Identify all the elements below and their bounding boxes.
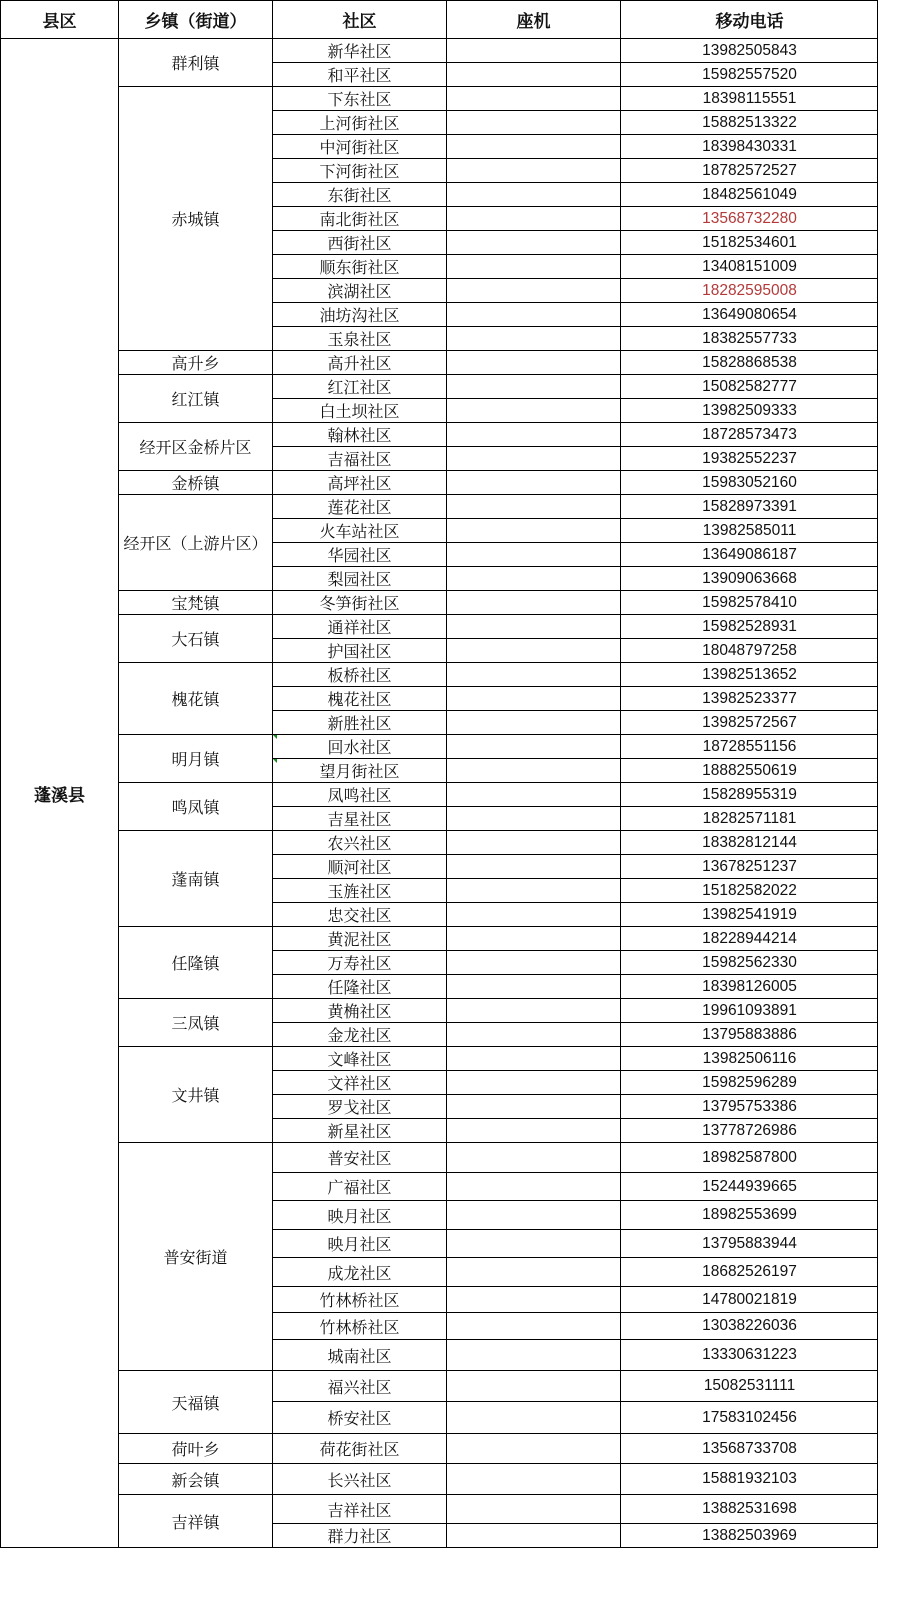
- town-name: 群利镇: [119, 39, 272, 86]
- community-name: 黄桷社区: [273, 999, 446, 1022]
- landline-cell: [447, 975, 620, 998]
- town-name: 红江镇: [119, 375, 272, 422]
- mobile-phone: 13982506116: [621, 1047, 878, 1070]
- town-name: 蓬南镇: [119, 831, 272, 926]
- town-name: 荷叶乡: [119, 1434, 272, 1463]
- mobile-phone: 13982572567: [621, 711, 878, 734]
- mobile-phone: 15244939665: [621, 1173, 878, 1200]
- table-top-border: [0, 0, 878, 1]
- header-county: 县区: [1, 1, 118, 38]
- landline-cell: [447, 111, 620, 134]
- community-name: 通祥社区: [273, 615, 446, 638]
- landline-cell: [447, 903, 620, 926]
- landline-cell: [447, 1143, 620, 1172]
- landline-cell: [447, 1402, 620, 1433]
- landline-cell: [447, 1095, 620, 1118]
- community-name: 槐花社区: [273, 687, 446, 710]
- cell-comment-marker: [273, 735, 277, 739]
- mobile-phone: 13649086187: [621, 543, 878, 566]
- community-name: 文峰社区: [273, 1047, 446, 1070]
- mobile-phone: 15082531111: [621, 1371, 878, 1401]
- community-name: 火车站社区: [273, 519, 446, 542]
- mobile-phone: 18728573473: [621, 423, 878, 446]
- row-divider: [272, 950, 878, 951]
- mobile-phone: 13982585011: [621, 519, 878, 542]
- row-divider: [272, 878, 878, 879]
- mobile-phone: 15982557520: [621, 63, 878, 86]
- mobile-phone: 13330631223: [621, 1340, 878, 1370]
- community-name: 忠交社区: [273, 903, 446, 926]
- town-name: 文井镇: [119, 1047, 272, 1142]
- town-name: 高升乡: [119, 351, 272, 374]
- community-name: 下河街社区: [273, 159, 446, 182]
- community-name: 护国社区: [273, 639, 446, 662]
- row-divider: [272, 110, 878, 111]
- community-name: 冬笋街社区: [273, 591, 446, 614]
- landline-cell: [447, 543, 620, 566]
- landline-cell: [447, 591, 620, 614]
- town-name: 经开区金桥片区: [119, 423, 272, 470]
- landline-cell: [447, 183, 620, 206]
- mobile-phone: 18382557733: [621, 327, 878, 350]
- town-name: 吉祥镇: [119, 1495, 272, 1547]
- community-name: 普安社区: [273, 1143, 446, 1172]
- mobile-phone: 13882503969: [621, 1524, 878, 1547]
- mobile-phone: 18482561049: [621, 183, 878, 206]
- landline-cell: [447, 1434, 620, 1463]
- header-community: 社区: [273, 1, 446, 38]
- community-name: 福兴社区: [273, 1371, 446, 1401]
- row-divider: [272, 1229, 878, 1230]
- mobile-phone: 14780021819: [621, 1287, 878, 1312]
- town-name: 三凤镇: [119, 999, 272, 1046]
- community-name: 罗戈社区: [273, 1095, 446, 1118]
- mobile-phone: 18728551156: [621, 735, 878, 758]
- community-name: 高坪社区: [273, 471, 446, 494]
- column-divider: [272, 0, 273, 1548]
- community-name: 新华社区: [273, 39, 446, 62]
- community-name: 任隆社区: [273, 975, 446, 998]
- town-name: 任隆镇: [119, 927, 272, 998]
- mobile-phone: 18382812144: [621, 831, 878, 854]
- mobile-phone: 13909063668: [621, 567, 878, 590]
- mobile-phone: 15881932103: [621, 1464, 878, 1494]
- group-divider: [118, 662, 878, 663]
- row-divider: [272, 854, 878, 855]
- row-divider: [272, 302, 878, 303]
- mobile-phone: 18282571181: [621, 807, 878, 830]
- community-name: 中河街社区: [273, 135, 446, 158]
- row-divider: [272, 1200, 878, 1201]
- group-divider: [118, 998, 878, 999]
- landline-cell: [447, 399, 620, 422]
- mobile-phone: 13882531698: [621, 1495, 878, 1523]
- landline-cell: [447, 1023, 620, 1046]
- mobile-phone: 18398430331: [621, 135, 878, 158]
- mobile-phone: 13568733708: [621, 1434, 878, 1463]
- mobile-phone: 15182534601: [621, 231, 878, 254]
- community-name: 顺东街社区: [273, 255, 446, 278]
- town-name: 明月镇: [119, 735, 272, 782]
- column-divider: [118, 0, 119, 1548]
- row-divider: [272, 566, 878, 567]
- landline-cell: [447, 87, 620, 110]
- mobile-phone: 15828973391: [621, 495, 878, 518]
- row-divider: [272, 710, 878, 711]
- row-divider: [272, 278, 878, 279]
- group-divider: [118, 590, 878, 591]
- row-divider: [272, 902, 878, 903]
- landline-cell: [447, 1173, 620, 1200]
- header-mobile: 移动电话: [621, 1, 878, 38]
- group-divider: [118, 350, 878, 351]
- town-name: 新会镇: [119, 1464, 272, 1494]
- column-divider: [446, 0, 447, 1548]
- row-divider: [272, 1312, 878, 1313]
- landline-cell: [447, 375, 620, 398]
- row-divider: [272, 1401, 878, 1402]
- community-name: 回水社区: [273, 735, 446, 758]
- landline-cell: [447, 1464, 620, 1494]
- community-name: 长兴社区: [273, 1464, 446, 1494]
- mobile-phone: 15828868538: [621, 351, 878, 374]
- row-divider: [272, 1339, 878, 1340]
- column-divider: [0, 0, 1, 1548]
- landline-cell: [447, 1258, 620, 1286]
- row-divider: [272, 686, 878, 687]
- row-divider: [272, 446, 878, 447]
- row-divider: [272, 1094, 878, 1095]
- group-divider: [118, 614, 878, 615]
- landline-cell: [447, 159, 620, 182]
- row-divider: [272, 158, 878, 159]
- mobile-phone: 18228944214: [621, 927, 878, 950]
- town-name: 天福镇: [119, 1371, 272, 1433]
- landline-cell: [447, 639, 620, 662]
- landline-cell: [447, 999, 620, 1022]
- landline-cell: [447, 711, 620, 734]
- row-divider: [272, 638, 878, 639]
- town-name: 槐花镇: [119, 663, 272, 734]
- mobile-phone: 13982513652: [621, 663, 878, 686]
- group-divider: [118, 86, 878, 87]
- mobile-phone: 13038226036: [621, 1313, 878, 1339]
- community-name: 农兴社区: [273, 831, 446, 854]
- landline-cell: [447, 1287, 620, 1312]
- mobile-phone: 13795753386: [621, 1095, 878, 1118]
- town-name: 大石镇: [119, 615, 272, 662]
- group-divider: [118, 926, 878, 927]
- group-divider: [118, 1142, 878, 1143]
- landline-cell: [447, 471, 620, 494]
- mobile-phone: 15983052160: [621, 471, 878, 494]
- mobile-phone: 13778726986: [621, 1119, 878, 1142]
- landline-cell: [447, 447, 620, 470]
- mobile-phone: 18682526197: [621, 1258, 878, 1286]
- mobile-phone: 18882550619: [621, 759, 878, 782]
- row-divider: [272, 1172, 878, 1173]
- mobile-phone: 18048797258: [621, 639, 878, 662]
- landline-cell: [447, 735, 620, 758]
- landline-cell: [447, 1371, 620, 1401]
- group-divider: [118, 374, 878, 375]
- community-name: 玉旌社区: [273, 879, 446, 902]
- landline-cell: [447, 687, 620, 710]
- county-cell: 蓬溪县: [1, 39, 118, 1547]
- landline-cell: [447, 1230, 620, 1257]
- row-divider: [272, 542, 878, 543]
- community-name: 油坊沟社区: [273, 303, 446, 326]
- header-landline: 座机: [447, 1, 620, 38]
- community-name: 城南社区: [273, 1340, 446, 1370]
- community-name: 映月社区: [273, 1230, 446, 1257]
- group-divider: [118, 1433, 878, 1434]
- row-divider: [272, 1022, 878, 1023]
- community-name: 群力社区: [273, 1524, 446, 1547]
- mobile-phone: 13982523377: [621, 687, 878, 710]
- group-divider: [118, 782, 878, 783]
- community-name: 和平社区: [273, 63, 446, 86]
- landline-cell: [447, 663, 620, 686]
- row-divider: [272, 806, 878, 807]
- community-name: 上河街社区: [273, 111, 446, 134]
- community-name: 白土坝社区: [273, 399, 446, 422]
- mobile-phone: 18982553699: [621, 1201, 878, 1229]
- community-name: 荷花街社区: [273, 1434, 446, 1463]
- landline-cell: [447, 567, 620, 590]
- mobile-phone: 13795883886: [621, 1023, 878, 1046]
- header-town: 乡镇（街道）: [119, 1, 272, 38]
- landline-cell: [447, 207, 620, 230]
- landline-cell: [447, 1340, 620, 1370]
- mobile-phone: 13568732280: [621, 207, 878, 230]
- town-name: 普安街道: [119, 1143, 272, 1370]
- community-name: 万寿社区: [273, 951, 446, 974]
- mobile-phone: 15982562330: [621, 951, 878, 974]
- row-divider: [272, 254, 878, 255]
- community-name: 凤鸣社区: [273, 783, 446, 806]
- group-divider: [118, 494, 878, 495]
- community-name: 顺河社区: [273, 855, 446, 878]
- mobile-phone: 15182582022: [621, 879, 878, 902]
- community-name: 滨湖社区: [273, 279, 446, 302]
- landline-cell: [447, 879, 620, 902]
- mobile-phone: 17583102456: [621, 1402, 878, 1433]
- mobile-phone: 15982578410: [621, 591, 878, 614]
- town-name: 赤城镇: [119, 87, 272, 350]
- mobile-phone: 19382552237: [621, 447, 878, 470]
- landline-cell: [447, 39, 620, 62]
- town-name: 金桥镇: [119, 471, 272, 494]
- mobile-phone: 15828955319: [621, 783, 878, 806]
- column-divider: [877, 0, 878, 1548]
- landline-cell: [447, 519, 620, 542]
- landline-cell: [447, 255, 620, 278]
- mobile-phone: 15882513322: [621, 111, 878, 134]
- group-divider: [118, 1370, 878, 1371]
- row-divider: [272, 1257, 878, 1258]
- community-name: 吉祥社区: [273, 1495, 446, 1523]
- landline-cell: [447, 1201, 620, 1229]
- community-name: 华园社区: [273, 543, 446, 566]
- mobile-phone: 13982541919: [621, 903, 878, 926]
- landline-cell: [447, 423, 620, 446]
- landline-cell: [447, 1071, 620, 1094]
- row-divider: [272, 1070, 878, 1071]
- landline-cell: [447, 1495, 620, 1523]
- landline-cell: [447, 327, 620, 350]
- community-name: 板桥社区: [273, 663, 446, 686]
- landline-cell: [447, 927, 620, 950]
- mobile-phone: 13795883944: [621, 1230, 878, 1257]
- landline-cell: [447, 1119, 620, 1142]
- town-name: 鸣凤镇: [119, 783, 272, 830]
- community-name: 映月社区: [273, 1201, 446, 1229]
- group-divider: [118, 1494, 878, 1495]
- mobile-phone: 18398115551: [621, 87, 878, 110]
- landline-cell: [447, 1524, 620, 1547]
- landline-cell: [447, 951, 620, 974]
- community-name: 高升社区: [273, 351, 446, 374]
- landline-cell: [447, 351, 620, 374]
- landline-cell: [447, 615, 620, 638]
- town-name: 经开区（上游片区）: [119, 495, 272, 590]
- group-divider: [118, 1046, 878, 1047]
- row-divider: [272, 974, 878, 975]
- row-divider: [272, 134, 878, 135]
- mobile-phone: 13649080654: [621, 303, 878, 326]
- row-divider: [272, 1118, 878, 1119]
- row-divider: [272, 206, 878, 207]
- group-divider: [118, 422, 878, 423]
- community-name: 望月街社区: [273, 759, 446, 782]
- community-name: 吉福社区: [273, 447, 446, 470]
- landline-cell: [447, 783, 620, 806]
- header-bottom-border: [0, 38, 878, 39]
- landline-cell: [447, 1047, 620, 1070]
- row-divider: [272, 1286, 878, 1287]
- row-divider: [272, 182, 878, 183]
- community-name: 吉星社区: [273, 807, 446, 830]
- community-name: 黄泥社区: [273, 927, 446, 950]
- mobile-phone: 13982505843: [621, 39, 878, 62]
- group-divider: [118, 1463, 878, 1464]
- landline-cell: [447, 303, 620, 326]
- column-divider: [620, 0, 621, 1548]
- community-name: 广福社区: [273, 1173, 446, 1200]
- landline-cell: [447, 1313, 620, 1339]
- row-divider: [272, 518, 878, 519]
- mobile-phone: 13678251237: [621, 855, 878, 878]
- row-divider: [272, 326, 878, 327]
- landline-cell: [447, 807, 620, 830]
- community-name: 竹林桥社区: [273, 1287, 446, 1312]
- landline-cell: [447, 135, 620, 158]
- community-name: 玉泉社区: [273, 327, 446, 350]
- cell-comment-marker: [273, 759, 277, 763]
- community-name: 梨园社区: [273, 567, 446, 590]
- community-name: 下东社区: [273, 87, 446, 110]
- row-divider: [272, 1523, 878, 1524]
- landline-cell: [447, 63, 620, 86]
- town-name: 宝梵镇: [119, 591, 272, 614]
- row-divider: [272, 62, 878, 63]
- mobile-phone: 13408151009: [621, 255, 878, 278]
- mobile-phone: 15082582777: [621, 375, 878, 398]
- community-name: 新胜社区: [273, 711, 446, 734]
- group-divider: [118, 470, 878, 471]
- row-divider: [272, 758, 878, 759]
- row-divider: [272, 230, 878, 231]
- community-name: 西街社区: [273, 231, 446, 254]
- community-name: 新星社区: [273, 1119, 446, 1142]
- community-name: 竹林桥社区: [273, 1313, 446, 1339]
- landline-cell: [447, 231, 620, 254]
- mobile-phone: 18782572527: [621, 159, 878, 182]
- table-bottom-border: [0, 1547, 878, 1548]
- landline-cell: [447, 855, 620, 878]
- mobile-phone: 15982596289: [621, 1071, 878, 1094]
- mobile-phone: 18398126005: [621, 975, 878, 998]
- landline-cell: [447, 831, 620, 854]
- group-divider: [118, 830, 878, 831]
- landline-cell: [447, 495, 620, 518]
- mobile-phone: 18982587800: [621, 1143, 878, 1172]
- community-name: 金龙社区: [273, 1023, 446, 1046]
- community-name: 文祥社区: [273, 1071, 446, 1094]
- community-name: 南北街社区: [273, 207, 446, 230]
- community-name: 东街社区: [273, 183, 446, 206]
- landline-cell: [447, 759, 620, 782]
- community-name: 红江社区: [273, 375, 446, 398]
- community-name: 翰林社区: [273, 423, 446, 446]
- mobile-phone: 18282595008: [621, 279, 878, 302]
- mobile-phone: 13982509333: [621, 399, 878, 422]
- landline-cell: [447, 279, 620, 302]
- community-name: 桥安社区: [273, 1402, 446, 1433]
- community-name: 成龙社区: [273, 1258, 446, 1286]
- community-name: 莲花社区: [273, 495, 446, 518]
- mobile-phone: 19961093891: [621, 999, 878, 1022]
- mobile-phone: 15982528931: [621, 615, 878, 638]
- group-divider: [118, 734, 878, 735]
- row-divider: [272, 398, 878, 399]
